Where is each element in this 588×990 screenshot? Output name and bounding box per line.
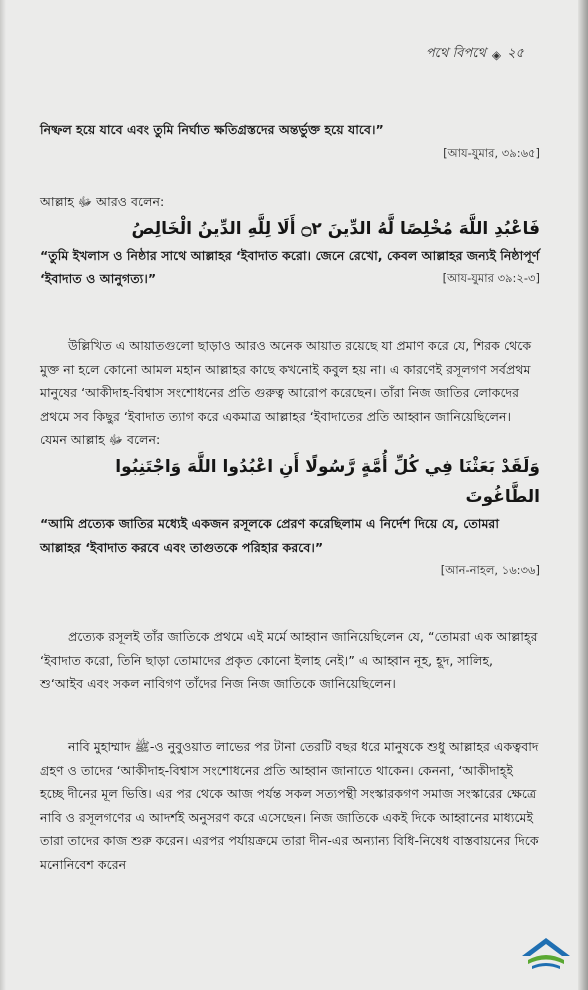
citation: [আন-নাহল, ১৬:৩৬] [440, 563, 540, 578]
verse-block-2 [40, 190, 540, 291]
quote-body: “তুমি ইখলাস ও নিষ্ঠার সাথে আল্লাহর ‘ইবাদাত করো। জেনে রেখো, কেবল আল্লাহর জন্যই নিষ্ঠাপূর্ণ ‘ইবাদাত ও আনুগত্য।” [40, 247, 540, 287]
quote-text [40, 244, 540, 291]
paragraph-text: উল্লিখিত এ আয়াতগুলো ছাড়াও আরও অনেক আয়াত রয়েছে যা প্রমাণ করে যে, শিরক থেকে মুক্ত না হলে কোনো আমল মহান আল্লাহর কাছে কখনোই কবুল হয় না। এ কারণেই রসূলগণ সর্বপ্রথম মানুষের ‘আকীদাহ-বিশ্বাস সংশোধনের প্রতি গুরুত্ব আরোপ করেছেন। তাঁরা নিজ জাতির লোকদের প্রথমে সব কিছুর ‘ইবাদাত ত্যাগ করে একমাত্র আল্লাহর ‘ইবাদাতের প্রতি আহ্বান জানিয়েছিলেন। যেমন আল্লাহ ﷻ বলেন: [40, 338, 532, 448]
verse-translation-block-1 [40, 118, 540, 164]
arabic-verse: وَلَقَدْ بَعَثْنَا فِي كُلِّ أُمَّةٍ رَّسُولًا أَنِ اعْبُدُوا اللَّهَ وَاجْتَنِبُوا الطَّاغُوتَ [115, 456, 540, 507]
publisher-logo-icon [518, 930, 574, 972]
body-paragraph-5 [40, 735, 540, 877]
paragraph-text: নাবি মুহাম্মাদ ﷺ-ও নুবুওয়াত লাভের পর টানা তেরটি বছর ধরে মানুষকে শুধু আল্লাহর একত্ববাদ গ্রহণ ও তাদের ‘আকীদাহ-বিশ্বাস সংশোধনের প্রতি আহ্বান জানাতে থাকেন। কেননা, ‘আকীদাহ্ই হচ্ছে দীনের মূল ভিত্তি। এর পর থেকে আজ পর্যন্ত সকল সত্যপন্থী সংস্কারকগণ সমাজ সংস্কারের ক্ষেত্রে নাবি ও রসূলগণের এ আদর্শই অনুসরণ করে এসেছেন। নিজ জাতিকে একই দিকে আহ্বানের মাধ্যমেই তারা তাদের কাজ শুরু করেন। এরপর পর্যায়ক্রমে তারা দীন-এর অন্যান্য বিধি-নিষেধ বাস্তবায়নের দিকে মনোনিবেশ করেন [40, 739, 539, 872]
citation: [আয-যুমার ৩৯:২-৩] [442, 271, 540, 286]
intro-text: আল্লাহ ﷻ আরও বলেন: [40, 194, 165, 209]
citation: [আয-যুমার, ৩৯:৬৫] [443, 145, 540, 160]
header-ornament-icon: ◈ [491, 47, 502, 62]
running-header [426, 44, 524, 65]
paragraph-text: প্রত্যেক রসূলই তাঁর জাতিকে প্রথমে এই মর্মে আহ্বান জানিয়েছিলেন যে, “তোমরা এক আল্লাহ্‌র ‘ইবাদাত করো, তিনি ছাড়া তোমাদের প্রকৃত কোনো ইলাহ নেই।” এ আহ্বান নূহ, হূদ, সালিহ, শু‘আইব এবং সকল নাবিগণ তাঁদের নিজ নিজ জাতিকে জানিয়েছিলেন। [40, 629, 538, 692]
arabic-verse: فَاعْبُدِ اللَّهَ مُخْلِصًا لَّهُ الدِّينَ ۝٢ أَلَا لِلَّهِ الدِّينُ الْخَالِصُ [131, 218, 540, 239]
quote-text: নিষ্ফল হয়ে যাবে এবং তুমি নির্ঘাত ক্ষতিগ্রস্তদের অন্তর্ভুক্ত হয়ে যাবে।” [40, 122, 384, 137]
page-number: ২৫ [507, 46, 524, 61]
body-paragraph-4 [40, 625, 540, 696]
body-paragraph-3 [40, 334, 540, 581]
quote-text: “আমি প্রত্যেক জাতির মধ্যেই একজন রসূলকে প্রেরণ করেছিলাম এ নির্দেশ দিয়ে যে, তোমরা আল্লাহর ‘ইবাদাত করবে এবং তাগুতকে পরিহার করবে।” [40, 515, 500, 555]
book-title: পথে বিপথে [425, 46, 486, 61]
